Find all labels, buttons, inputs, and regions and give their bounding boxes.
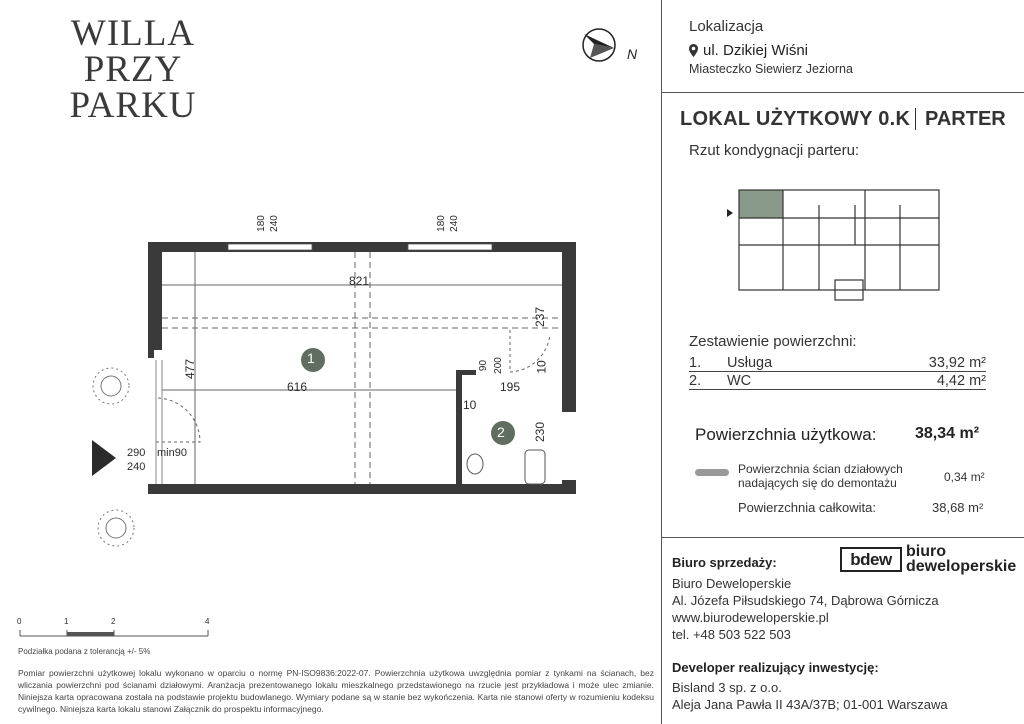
sales-phone[interactable]: tel. +48 503 522 503	[672, 627, 791, 642]
walls-value: 0,34 m²	[944, 470, 985, 484]
sales-address: Al. Józefa Piłsudskiego 74, Dąbrowa Górnicza	[672, 593, 939, 608]
panel-divider	[661, 0, 662, 724]
key-plan	[725, 185, 945, 305]
bdew-logo-box: bdew	[840, 547, 902, 572]
areas-title: Zestawienie powierzchni:	[689, 333, 857, 350]
dim-win2-w: 240	[448, 215, 460, 232]
room-row-1	[689, 355, 986, 372]
room-2-badge: 2	[497, 424, 505, 440]
usable-area-value: 38,34 m²	[915, 425, 980, 442]
unit-floor: PARTER	[925, 108, 1006, 130]
north-label: N	[627, 46, 638, 62]
room-2-name: WC	[727, 373, 752, 389]
bdew-logo-line-2: deweloperskie	[906, 558, 1017, 575]
bdew-logo-text	[906, 544, 1016, 574]
title-separator	[915, 108, 916, 130]
room-row-2	[689, 373, 986, 390]
dim-10a: 10	[534, 360, 549, 374]
dim-616: 616	[287, 380, 308, 394]
location-street	[689, 42, 808, 59]
project-logo	[18, 13, 248, 126]
walls-label: Powierzchnia ścian działowych nadających się do demontażu	[738, 462, 903, 490]
scale-bar	[18, 626, 218, 640]
room-1-name: Usługa	[727, 355, 773, 371]
dim-min: min90	[157, 447, 187, 459]
total-area-value: 38,68 m²	[932, 500, 984, 515]
sales-label: Biuro sprzedaży:	[672, 555, 777, 570]
dim-win1-h: 180	[255, 215, 267, 232]
dim-200: 200	[492, 357, 504, 374]
developer-address: Aleja Jana Pawła II 43A/37B; 01-001 Warszawa	[672, 697, 948, 712]
sales-company: Biuro Deweloperskie	[672, 576, 792, 591]
room-1-badge: 1	[307, 350, 315, 366]
dim-90: 90	[478, 359, 490, 372]
north-arrow-icon	[580, 26, 620, 66]
unit-title: LOKAL UŻYTKOWY 0.K	[680, 108, 911, 130]
room-2-area: 4,42 m²	[936, 373, 986, 389]
scale-tick-1: 1	[64, 617, 69, 626]
room-1-num: 1.	[689, 355, 702, 371]
dim-195: 195	[500, 380, 521, 394]
scale-tick-0: 0	[17, 617, 22, 626]
dim-win2-h: 180	[435, 215, 447, 232]
divider-2	[661, 537, 1024, 538]
dim-821: 821	[349, 274, 370, 288]
dim-door-h: 290	[127, 447, 146, 459]
developer-label: Developer realizujący inwestycję:	[672, 660, 879, 675]
location-title: Lokalizacja	[689, 18, 764, 35]
dim-230: 230	[533, 421, 548, 443]
logo-line-2: PRZY PARKU	[69, 49, 197, 126]
location-district: Miasteczko Siewierz Jeziorna	[689, 62, 853, 76]
total-area-label: Powierzchnia całkowita:	[738, 500, 877, 515]
divider-1	[661, 92, 1024, 93]
bdew-logo-line-1: biuro	[906, 543, 946, 560]
dim-237: 237	[533, 306, 548, 328]
street-text: ul. Dzikiej Wiśni	[703, 42, 809, 59]
scale-tick-4: 4	[205, 617, 210, 626]
scale-tick-2: 2	[111, 617, 116, 626]
walls-legend-swatch	[695, 469, 729, 476]
usable-area-label: Powierzchnia użytkowa:	[695, 425, 877, 444]
dim-10b: 10	[463, 398, 477, 412]
scale-note: Podziałka podana z tolerancją +/- 5%	[18, 647, 151, 656]
dim-win1-w: 240	[268, 215, 280, 232]
room-2-num: 2.	[689, 373, 702, 389]
dim-477: 477	[183, 358, 198, 380]
dim-door-w: 240	[127, 461, 146, 473]
sales-website-link[interactable]: www.biurodeweloperskie.pl	[672, 610, 829, 625]
bdew-logo	[840, 544, 1016, 574]
developer-name: Bisland 3 sp. z o.o.	[672, 680, 782, 695]
disclaimer: Pomiar powierzchni użytkowej lokalu wykonano w oparciu o normę PN-ISO9836:2022-07. Powierzchnia użytkowa uwzględnia pomiar z tynkami na ścianach, bez wliczania powierzchni pod ścianami działowymi. Aranżacja prezentowanego lokalu mieszkalnego przedstawionego na rzucie jest przykładowa i może ulec zmianie. Niniejsza karta opracowana została na podstawie projektu budowlanego. Wymiary podane są w stanie bez wykończenia. Karta nie stanowi oferty w rozumieniu kodeksu cywilnego. Niniejsza karta lokalu stanowi Załącznik do prospektu informacyjnego.	[18, 668, 654, 714]
floor-plan-label: Rzut kondygnacji parteru:	[689, 142, 860, 159]
map-pin-icon	[689, 44, 698, 57]
room-1-area: 33,92 m²	[928, 355, 986, 371]
logo-line-1: WILLA	[70, 13, 196, 54]
